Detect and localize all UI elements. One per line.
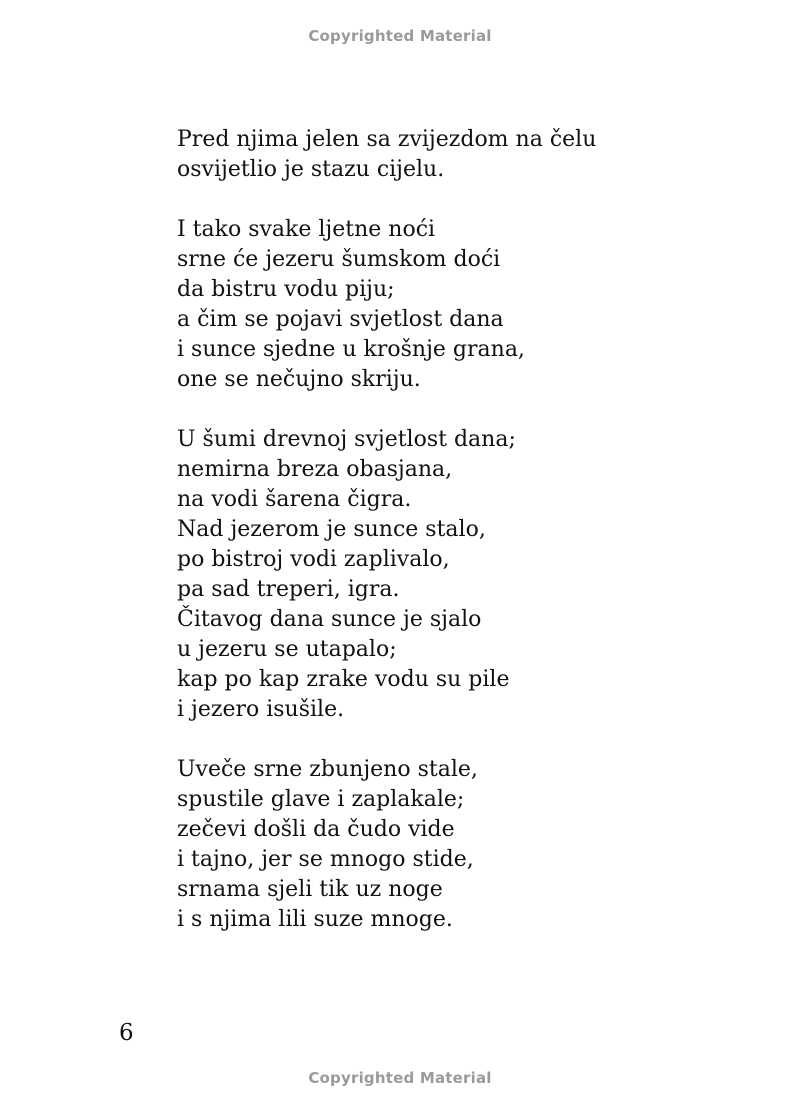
poem-body — [177, 125, 737, 965]
poem-line: srnama sjeli tik uz noge — [177, 877, 443, 902]
poem-line: a čim se pojavi svjetlost dana — [177, 307, 504, 332]
poem-line: spustile glave i zaplakale; — [177, 787, 465, 812]
poem-line: pa sad treperi, igra. — [177, 577, 400, 602]
poem-line: i jezero isušile. — [177, 697, 345, 722]
poem-line: kap po kap zrake vodu su pile — [177, 667, 510, 692]
poem-line: zečevi došli da čudo vide — [177, 817, 455, 842]
poem-line: i sunce sjedne u krošnje grana, — [177, 337, 525, 362]
stanza — [177, 215, 737, 395]
poem-line: po bistroj vodi zaplivalo, — [177, 547, 450, 572]
poem-line: na vodi šarena čigra. — [177, 487, 412, 512]
copyright-watermark-bottom: Copyrighted Material — [308, 1069, 492, 1087]
copyright-watermark-top: Copyrighted Material — [308, 27, 492, 45]
stanza — [177, 755, 737, 935]
poem-line: Pred njima jelen sa zvijezdom na čelu — [177, 127, 597, 152]
poem-line: I tako svake ljetne noći — [177, 217, 436, 242]
stanza — [177, 425, 737, 725]
poem-line: srne će jezeru šumskom doći — [177, 247, 501, 272]
poem-line: osvijetlio je stazu cijelu. — [177, 157, 445, 182]
poem-line: Čitavog dana sunce je sjalo — [177, 607, 482, 632]
poem-line: i tajno, jer se mnogo stide, — [177, 847, 474, 872]
poem-line: one se nečujno skriju. — [177, 367, 421, 392]
poem-line: U šumi drevnoj svjetlost dana; — [177, 427, 516, 452]
stanza — [177, 125, 737, 185]
poem-line: Uveče srne zbunjeno stale, — [177, 757, 478, 782]
poem-line: Nad jezerom je sunce stalo, — [177, 517, 486, 542]
poem-line: da bistru vodu piju; — [177, 277, 395, 302]
poem-line: i s njima lili suze mnoge. — [177, 907, 453, 932]
page-number: 6 — [119, 1020, 134, 1046]
poem-line: u jezeru se utapalo; — [177, 637, 397, 662]
poem-line: nemirna breza obasjana, — [177, 457, 453, 482]
